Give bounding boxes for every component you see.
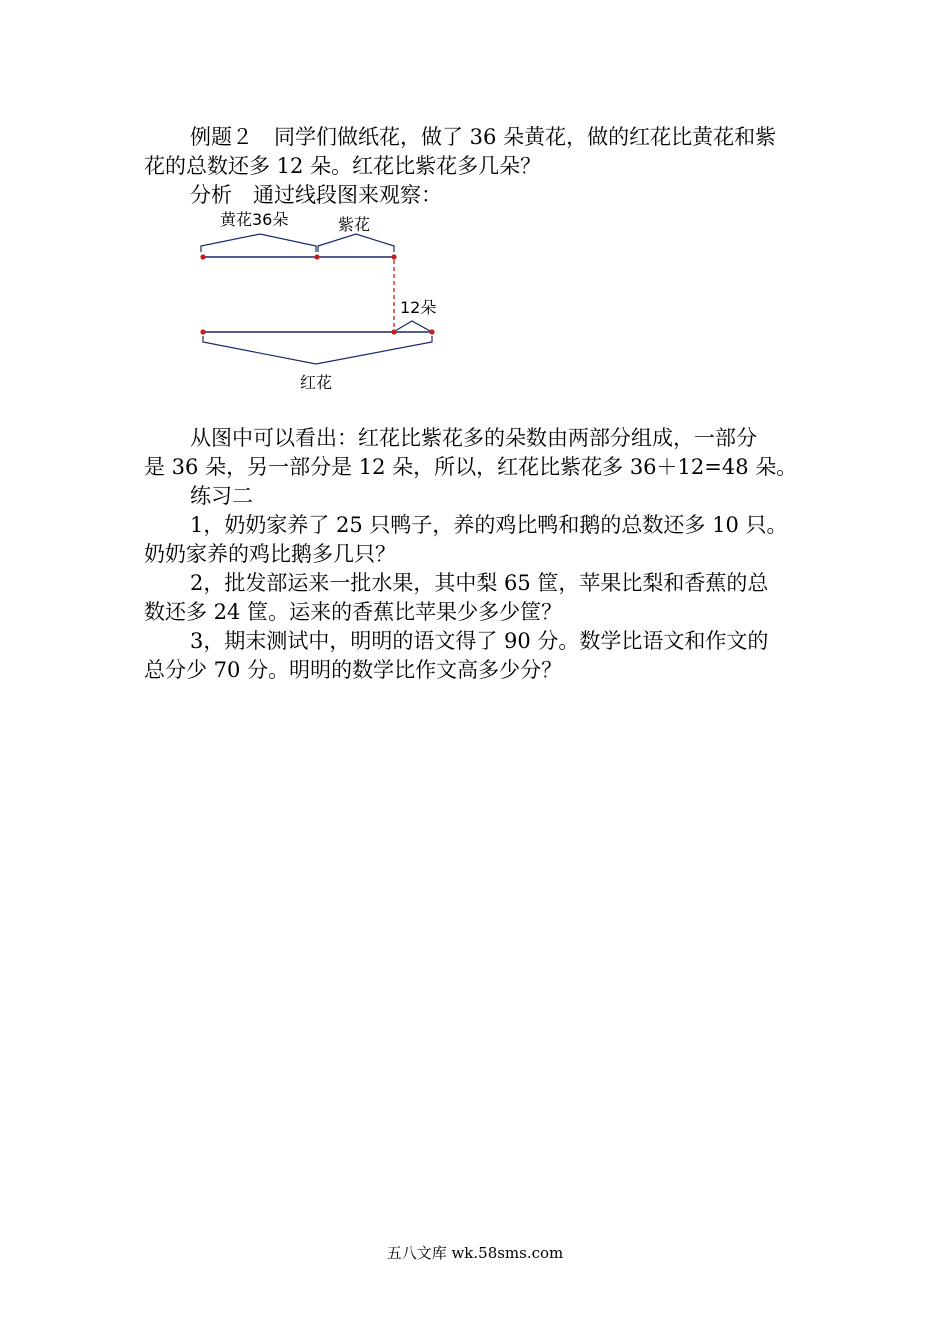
yellow-brace	[201, 234, 316, 252]
bottom-dot-end	[429, 329, 434, 334]
purple-brace	[318, 234, 394, 252]
example-block	[144, 123, 814, 210]
bottom-dot-start	[200, 329, 205, 334]
label-yellow: 黄花36朵	[220, 210, 289, 229]
line-segment-diagram	[190, 204, 450, 400]
exercise-q1-line-2: 奶奶家养的鸡比鹅多几只？	[144, 542, 396, 566]
twelve-brace	[395, 321, 430, 331]
example-line-1: 例题２ 同学们做纸花，做了 36 朵黄花，做的红花比黄花和紫	[190, 125, 777, 149]
analysis-line: 分析 通过线段图来观察：	[190, 183, 442, 207]
bottom-dot-mid	[391, 329, 396, 334]
top-dot-end	[391, 254, 396, 259]
label-red: 红花	[300, 373, 333, 392]
exercise-q3-line-2: 总分少 70 分。明明的数学比作文高多少分？	[144, 658, 563, 682]
exercise-title: 练习二	[190, 484, 253, 508]
exercise-q2-line-1: 2，批发部运来一批水果，其中梨 65 筐，苹果比梨和香蕉的总	[190, 571, 769, 595]
exercise-q1-line-1: 1，奶奶家养了 25 只鸭子，养的鸡比鸭和鹅的总数还多 10 只。	[190, 513, 788, 537]
label-purple: 紫花	[338, 215, 371, 234]
exercise-q3-line-1: 3，期末测试中，明明的语文得了 90 分。数学比语文和作文的	[190, 629, 769, 653]
example-line-2: 花的总数还多 12 朵。红花比紫花多几朵？	[144, 154, 542, 178]
top-dot-mid	[314, 254, 319, 259]
conclusion-block	[144, 424, 814, 685]
exercise-q2-line-2: 数还多 24 筐。运来的香蕉比苹果少多少筐？	[144, 600, 563, 624]
top-dot-start	[200, 254, 205, 259]
page-footer: 五八文库 wk.58sms.com	[386, 1244, 564, 1262]
label-12: 12朵	[400, 298, 437, 317]
red-brace	[203, 336, 432, 364]
conclusion-line-1: 从图中可以看出：红花比紫花多的朵数由两部分组成，一部分	[190, 426, 757, 450]
conclusion-line-2: 是 36 朵，另一部分是 12 朵，所以，红花比紫花多 36＋12=48 朵。	[144, 455, 798, 479]
